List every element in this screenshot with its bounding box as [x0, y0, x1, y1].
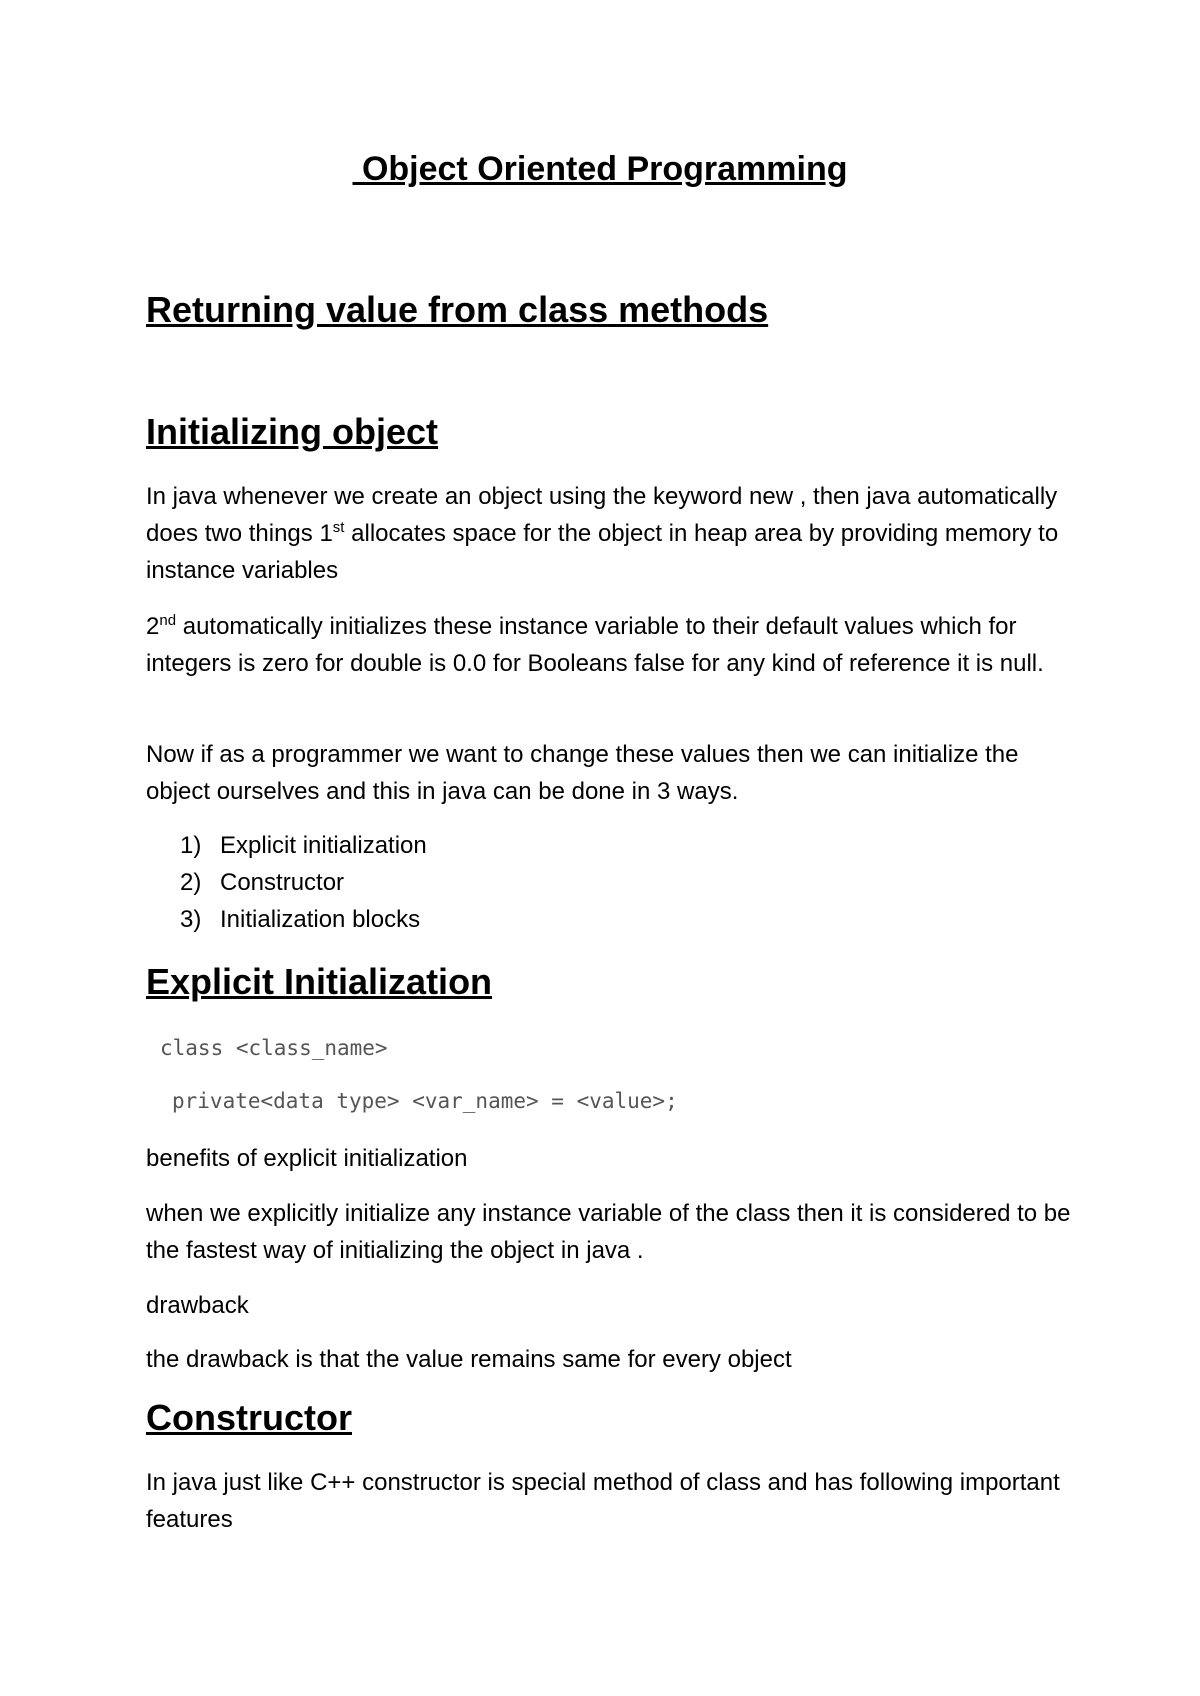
constructor-text: In java just like C++ constructor is special method of class and has following important features [146, 1469, 1060, 1533]
list-item-text: Initialization blocks [220, 906, 421, 933]
heading-explicit-initialization: Explicit Initialization [146, 961, 493, 1002]
superscript-st: st [332, 519, 345, 536]
paragraph-object-creation [146, 478, 1076, 589]
list-item-number: 1) [180, 832, 202, 859]
list-item [180, 901, 427, 938]
code-line-class: class <class_name> [160, 1036, 388, 1060]
document-title: Object Oriented Programming [352, 150, 848, 188]
heading-initializing-object: Initializing object [146, 411, 439, 452]
list-item [180, 864, 427, 901]
drawback-label: drawback [146, 1292, 249, 1319]
code-line-private-field: private<data type> <var_name> = <value>; [172, 1089, 678, 1113]
heading-constructor: Constructor [146, 1397, 352, 1438]
initialization-ways-list [180, 827, 427, 938]
paragraph-initialize-ways: Now if as a programmer we want to change these values then we can initialize the object ourselves and this in java can be done in 3 ways. [146, 741, 1019, 805]
paragraph-object-creation-part2: allocates space for the object in heap area by providing memory to instance variables [146, 520, 1059, 584]
paragraph-default-values [146, 608, 1076, 682]
paragraph-default-values-part2: automatically initializes these instance variable to their default values which for integers is zero for double is 0.0 for Booleans false for any kind of reference it is null. [146, 613, 1044, 677]
list-item-text: Constructor [220, 869, 345, 896]
benefits-label: benefits of explicit initialization [146, 1145, 468, 1172]
heading-returning-value: Returning value from class methods [146, 289, 769, 330]
paragraph-object-creation-part1: In java whenever we create an object using the keyword new , then java automatically does two things 1 [146, 483, 1058, 547]
list-item [180, 827, 427, 864]
superscript-nd: nd [159, 612, 177, 629]
list-item-text: Explicit initialization [220, 832, 427, 859]
list-item-number: 2) [180, 869, 202, 896]
benefits-text: when we explicitly initialize any instance variable of the class then it is considered to be the fastest way of initializing the object in java . [146, 1200, 1071, 1264]
paragraph-default-values-part1: 2 [146, 613, 160, 640]
list-item-number: 3) [180, 906, 202, 933]
drawback-text: the drawback is that the value remains same for every object [146, 1346, 792, 1373]
